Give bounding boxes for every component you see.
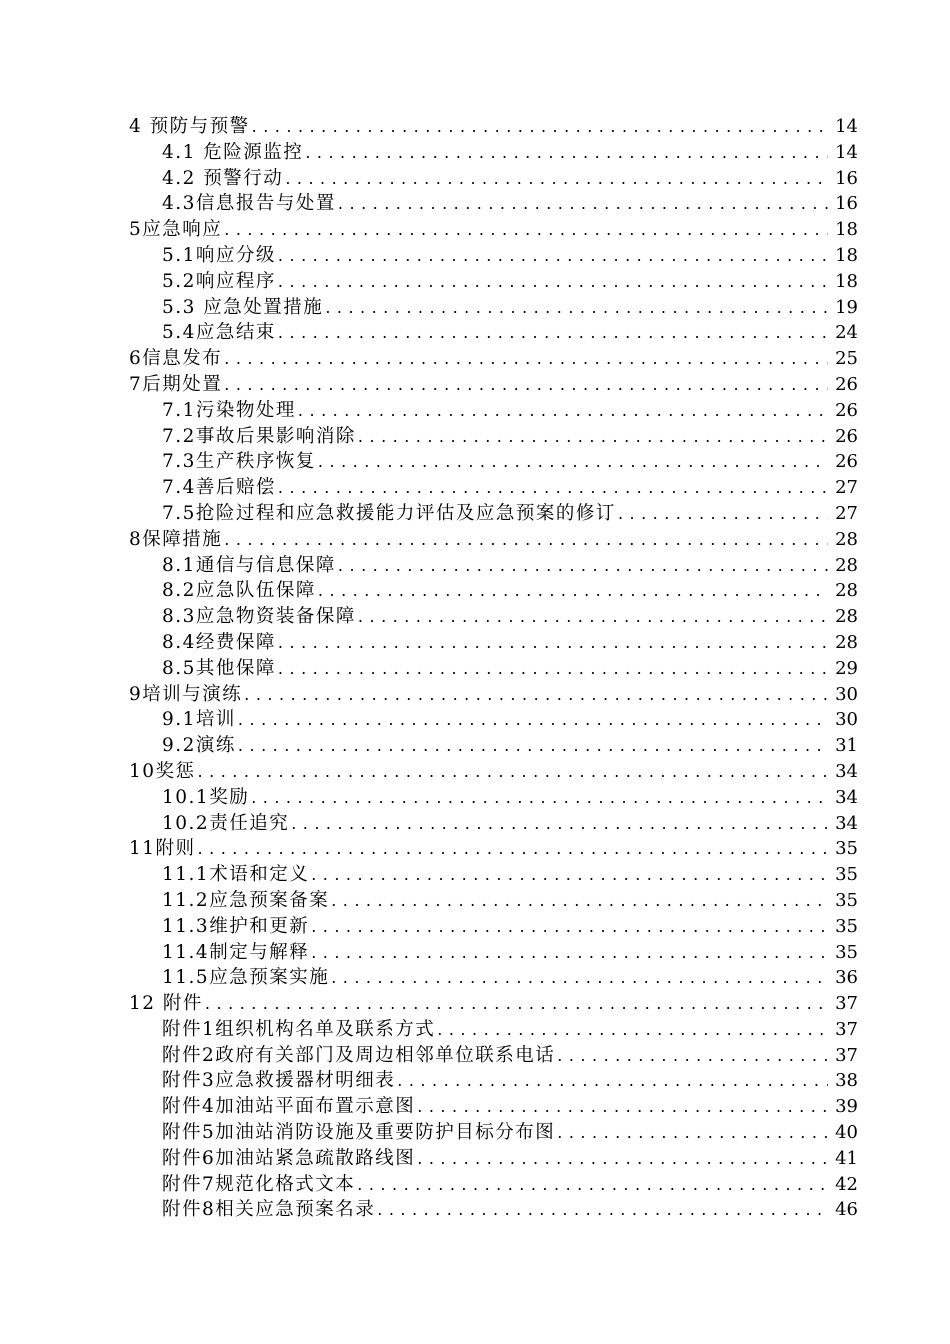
toc-entry-label: 10奖惩 bbox=[129, 760, 196, 782]
toc-entry-label: 11附则 bbox=[129, 838, 196, 860]
toc-entry-label: 5应急响应 bbox=[129, 219, 223, 241]
toc-dot-leader bbox=[318, 449, 828, 475]
toc-entry-label: 7后期处置 bbox=[129, 373, 223, 395]
toc-entry-page-number: 34 bbox=[835, 812, 858, 834]
toc-entry[interactable] bbox=[0, 346, 950, 372]
toc-entry-label: 8.1通信与信息保障 bbox=[162, 554, 336, 576]
toc-dot-leader bbox=[417, 1146, 828, 1172]
toc-dot-leader bbox=[252, 114, 828, 140]
toc-entry[interactable] bbox=[0, 424, 950, 450]
toc-entry[interactable] bbox=[0, 1094, 950, 1120]
toc-entry-page-number: 40 bbox=[835, 1122, 858, 1144]
toc-entry-page-number: 18 bbox=[835, 270, 858, 292]
toc-entry-label: 附件3应急救援器材明细表 bbox=[162, 1070, 396, 1092]
toc-entry-page-number: 14 bbox=[835, 116, 858, 137]
toc-dot-leader bbox=[437, 1017, 828, 1043]
toc-entry-page-number: 18 bbox=[835, 244, 858, 266]
toc-entry[interactable] bbox=[0, 965, 950, 991]
toc-entry[interactable] bbox=[0, 707, 950, 733]
toc-entry[interactable] bbox=[0, 372, 950, 398]
toc-entry-label: 8.2应急队伍保障 bbox=[162, 580, 316, 602]
toc-entry-page-number: 24 bbox=[835, 322, 858, 344]
toc-entry[interactable] bbox=[0, 1146, 950, 1172]
toc-entry-page-number: 26 bbox=[835, 399, 858, 421]
toc-entry-label: 附件7规范化格式文本 bbox=[162, 1173, 356, 1195]
toc-entry-label: 4.1 危险源监控 bbox=[162, 141, 304, 163]
toc-dot-leader bbox=[397, 1068, 828, 1094]
toc-dot-leader bbox=[244, 682, 828, 708]
toc-entry-label: 8保障措施 bbox=[129, 528, 223, 550]
toc-entry[interactable] bbox=[0, 449, 950, 475]
toc-entry[interactable] bbox=[0, 191, 950, 217]
toc-entry-page-number: 35 bbox=[835, 941, 858, 963]
toc-entry[interactable] bbox=[0, 733, 950, 759]
toc-dot-leader bbox=[298, 398, 828, 424]
toc-entry-label: 11.5应急预案实施 bbox=[162, 967, 330, 989]
toc-dot-leader bbox=[331, 965, 828, 991]
toc-entry-label: 附件4加油站平面布置示意图 bbox=[162, 1096, 416, 1118]
toc-entry-page-number: 46 bbox=[835, 1199, 858, 1221]
toc-entry-page-number: 14 bbox=[835, 141, 858, 163]
toc-entry-label: 7.2事故后果影响消除 bbox=[162, 425, 356, 447]
toc-dot-leader bbox=[377, 1197, 828, 1223]
toc-entry[interactable] bbox=[0, 166, 950, 192]
toc-entry-page-number: 31 bbox=[835, 735, 858, 757]
toc-dot-leader bbox=[311, 940, 828, 966]
toc-entry[interactable] bbox=[0, 604, 950, 630]
toc-entry-page-number: 30 bbox=[835, 683, 858, 705]
toc-entry[interactable] bbox=[0, 398, 950, 424]
toc-entry[interactable] bbox=[0, 656, 950, 682]
toc-entry-label: 附件1组织机构名单及联系方式 bbox=[162, 1018, 436, 1040]
toc-entry-page-number: 27 bbox=[835, 477, 858, 499]
toc-dot-leader bbox=[311, 862, 828, 888]
toc-entry-label: 5.3 应急处置措施 bbox=[162, 296, 324, 318]
toc-dot-leader bbox=[238, 733, 828, 759]
toc-entry[interactable] bbox=[0, 114, 950, 140]
toc-dot-leader bbox=[238, 707, 828, 733]
toc-entry[interactable] bbox=[0, 1197, 950, 1223]
toc-entry-label: 11.1术语和定义 bbox=[162, 864, 310, 886]
toc-dot-leader bbox=[278, 320, 828, 346]
toc-entry-page-number: 39 bbox=[835, 1096, 858, 1118]
toc-entry-label: 10.1奖励 bbox=[162, 786, 250, 808]
toc-entry[interactable] bbox=[0, 269, 950, 295]
toc-entry-label: 5.2响应程序 bbox=[162, 270, 276, 292]
toc-entry[interactable] bbox=[0, 527, 950, 553]
toc-dot-leader bbox=[285, 166, 828, 192]
toc-dot-leader bbox=[358, 604, 828, 630]
toc-entry-label: 11.2应急预案备案 bbox=[162, 889, 330, 911]
toc-entry-label: 8.3应急物资装备保障 bbox=[162, 606, 356, 628]
toc-entry[interactable] bbox=[0, 1017, 950, 1043]
toc-entry-page-number: 28 bbox=[835, 631, 858, 653]
toc-entry-page-number: 28 bbox=[835, 528, 858, 550]
toc-dot-leader bbox=[357, 1172, 828, 1198]
toc-entry-label: 6信息发布 bbox=[129, 348, 223, 370]
toc-entry-label: 11.4制定与解释 bbox=[162, 941, 310, 963]
toc-entry[interactable] bbox=[0, 553, 950, 579]
toc-entry-page-number: 16 bbox=[835, 167, 858, 189]
toc-entry[interactable] bbox=[0, 1172, 950, 1198]
toc-entry-page-number: 35 bbox=[835, 864, 858, 886]
toc-dot-leader bbox=[205, 991, 828, 1017]
toc-entry-label: 12 附件 bbox=[129, 993, 203, 1015]
toc-entry-page-number: 38 bbox=[835, 1070, 858, 1092]
toc-entry[interactable] bbox=[0, 295, 950, 321]
toc-dot-leader bbox=[278, 630, 828, 656]
toc-entry[interactable] bbox=[0, 320, 950, 346]
toc-entry[interactable] bbox=[0, 1068, 950, 1094]
toc-entry[interactable] bbox=[0, 578, 950, 604]
toc-entry-page-number: 29 bbox=[835, 657, 858, 679]
toc-entry[interactable] bbox=[0, 940, 950, 966]
toc-entry[interactable] bbox=[0, 243, 950, 269]
toc-entry-label: 7.3生产秩序恢复 bbox=[162, 451, 316, 473]
toc-dot-leader bbox=[251, 785, 828, 811]
toc-entry-page-number: 30 bbox=[835, 709, 858, 731]
toc-entry[interactable] bbox=[0, 811, 950, 837]
toc-entry[interactable] bbox=[0, 475, 950, 501]
toc-entry-label: 8.5其他保障 bbox=[162, 657, 276, 679]
toc-dot-leader bbox=[338, 191, 828, 217]
toc-dot-leader bbox=[278, 243, 828, 269]
toc-entry[interactable] bbox=[0, 785, 950, 811]
toc-entry-label: 4 预防与预警 bbox=[129, 116, 250, 137]
toc-dot-leader bbox=[278, 656, 828, 682]
toc-entry-page-number: 37 bbox=[835, 1044, 858, 1066]
toc-entry-label: 9.1培训 bbox=[162, 709, 236, 731]
toc-dot-leader bbox=[331, 888, 828, 914]
toc-entry-page-number: 25 bbox=[835, 348, 858, 370]
toc-entry-page-number: 27 bbox=[835, 502, 858, 524]
toc-entry[interactable] bbox=[0, 836, 950, 862]
toc-entry-page-number: 26 bbox=[835, 373, 858, 395]
toc-entry-label: 4.2 预警行动 bbox=[162, 167, 284, 189]
toc-entry-page-number: 42 bbox=[835, 1173, 858, 1195]
toc-entry-label: 8.4经费保障 bbox=[162, 631, 276, 653]
toc-entry-label: 10.2责任追究 bbox=[162, 812, 290, 834]
toc-dot-leader bbox=[557, 1120, 828, 1146]
toc-dot-leader bbox=[311, 914, 828, 940]
toc-dot-leader bbox=[318, 578, 828, 604]
toc-dot-leader bbox=[325, 295, 828, 321]
toc-dot-leader bbox=[557, 1043, 828, 1069]
toc-entry-label: 9.2演练 bbox=[162, 735, 236, 757]
toc-entry-page-number: 34 bbox=[835, 786, 858, 808]
toc-entry-page-number: 28 bbox=[835, 580, 858, 602]
toc-entry-label: 附件6加油站紧急疏散路线图 bbox=[162, 1147, 416, 1169]
toc-entry-page-number: 37 bbox=[835, 993, 858, 1015]
toc-dot-leader bbox=[278, 269, 828, 295]
toc-entry-page-number: 28 bbox=[835, 554, 858, 576]
toc-dot-leader bbox=[291, 811, 828, 837]
toc-entry-page-number: 37 bbox=[835, 1018, 858, 1040]
toc-entry-label: 11.3维护和更新 bbox=[162, 915, 310, 937]
toc-dot-leader bbox=[305, 140, 828, 166]
toc-entry-label: 7.1污染物处理 bbox=[162, 399, 296, 421]
toc-entry-label: 4.3信息报告与处置 bbox=[162, 193, 336, 215]
toc-entry-page-number: 26 bbox=[835, 425, 858, 447]
toc-dot-leader bbox=[198, 759, 828, 785]
toc-entry-label: 附件8相关应急预案名录 bbox=[162, 1199, 376, 1221]
toc-entry-label: 附件2政府有关部门及周边相邻单位联系电话 bbox=[162, 1044, 556, 1066]
toc-dot-leader bbox=[358, 424, 828, 450]
toc-dot-leader bbox=[224, 217, 828, 243]
toc-entry[interactable] bbox=[0, 914, 950, 940]
toc-entry-label: 5.4应急结束 bbox=[162, 322, 276, 344]
toc-entry-page-number: 28 bbox=[835, 606, 858, 628]
toc-dot-leader bbox=[224, 346, 828, 372]
toc-entry[interactable] bbox=[0, 140, 950, 166]
toc-entry[interactable] bbox=[0, 217, 950, 243]
toc-entry-page-number: 35 bbox=[835, 838, 858, 860]
toc-entry[interactable] bbox=[0, 991, 950, 1017]
toc-dot-leader bbox=[618, 501, 828, 527]
toc-entry-page-number: 35 bbox=[835, 915, 858, 937]
toc-entry[interactable] bbox=[0, 682, 950, 708]
toc-dot-leader bbox=[198, 836, 828, 862]
toc-entry-page-number: 26 bbox=[835, 451, 858, 473]
toc-entry[interactable] bbox=[0, 630, 950, 656]
toc-entry-page-number: 41 bbox=[835, 1147, 858, 1169]
toc-entry[interactable] bbox=[0, 888, 950, 914]
toc-entry-label: 5.1响应分级 bbox=[162, 244, 276, 266]
toc-entry-page-number: 18 bbox=[835, 219, 858, 241]
toc-entry-page-number: 36 bbox=[835, 967, 858, 989]
toc-dot-leader bbox=[338, 553, 828, 579]
toc-entry-label: 7.5抢险过程和应急救援能力评估及应急预案的修订 bbox=[162, 502, 616, 524]
toc-entry-label: 附件5加油站消防设施及重要防护目标分布图 bbox=[162, 1122, 556, 1144]
toc-entry[interactable] bbox=[0, 862, 950, 888]
toc-entry-page-number: 19 bbox=[835, 296, 858, 318]
table-of-contents bbox=[0, 114, 950, 1223]
toc-entry-page-number: 16 bbox=[835, 193, 858, 215]
toc-entry-label: 9培训与演练 bbox=[129, 683, 243, 705]
toc-entry[interactable] bbox=[0, 1120, 950, 1146]
toc-dot-leader bbox=[278, 475, 828, 501]
toc-entry[interactable] bbox=[0, 501, 950, 527]
toc-entry-page-number: 35 bbox=[835, 889, 858, 911]
toc-entry-label: 7.4善后赔偿 bbox=[162, 477, 276, 499]
toc-dot-leader bbox=[224, 527, 828, 553]
toc-dot-leader bbox=[417, 1094, 828, 1120]
toc-entry[interactable] bbox=[0, 1043, 950, 1069]
toc-entry-page-number: 34 bbox=[835, 760, 858, 782]
toc-dot-leader bbox=[224, 372, 828, 398]
toc-entry[interactable] bbox=[0, 759, 950, 785]
